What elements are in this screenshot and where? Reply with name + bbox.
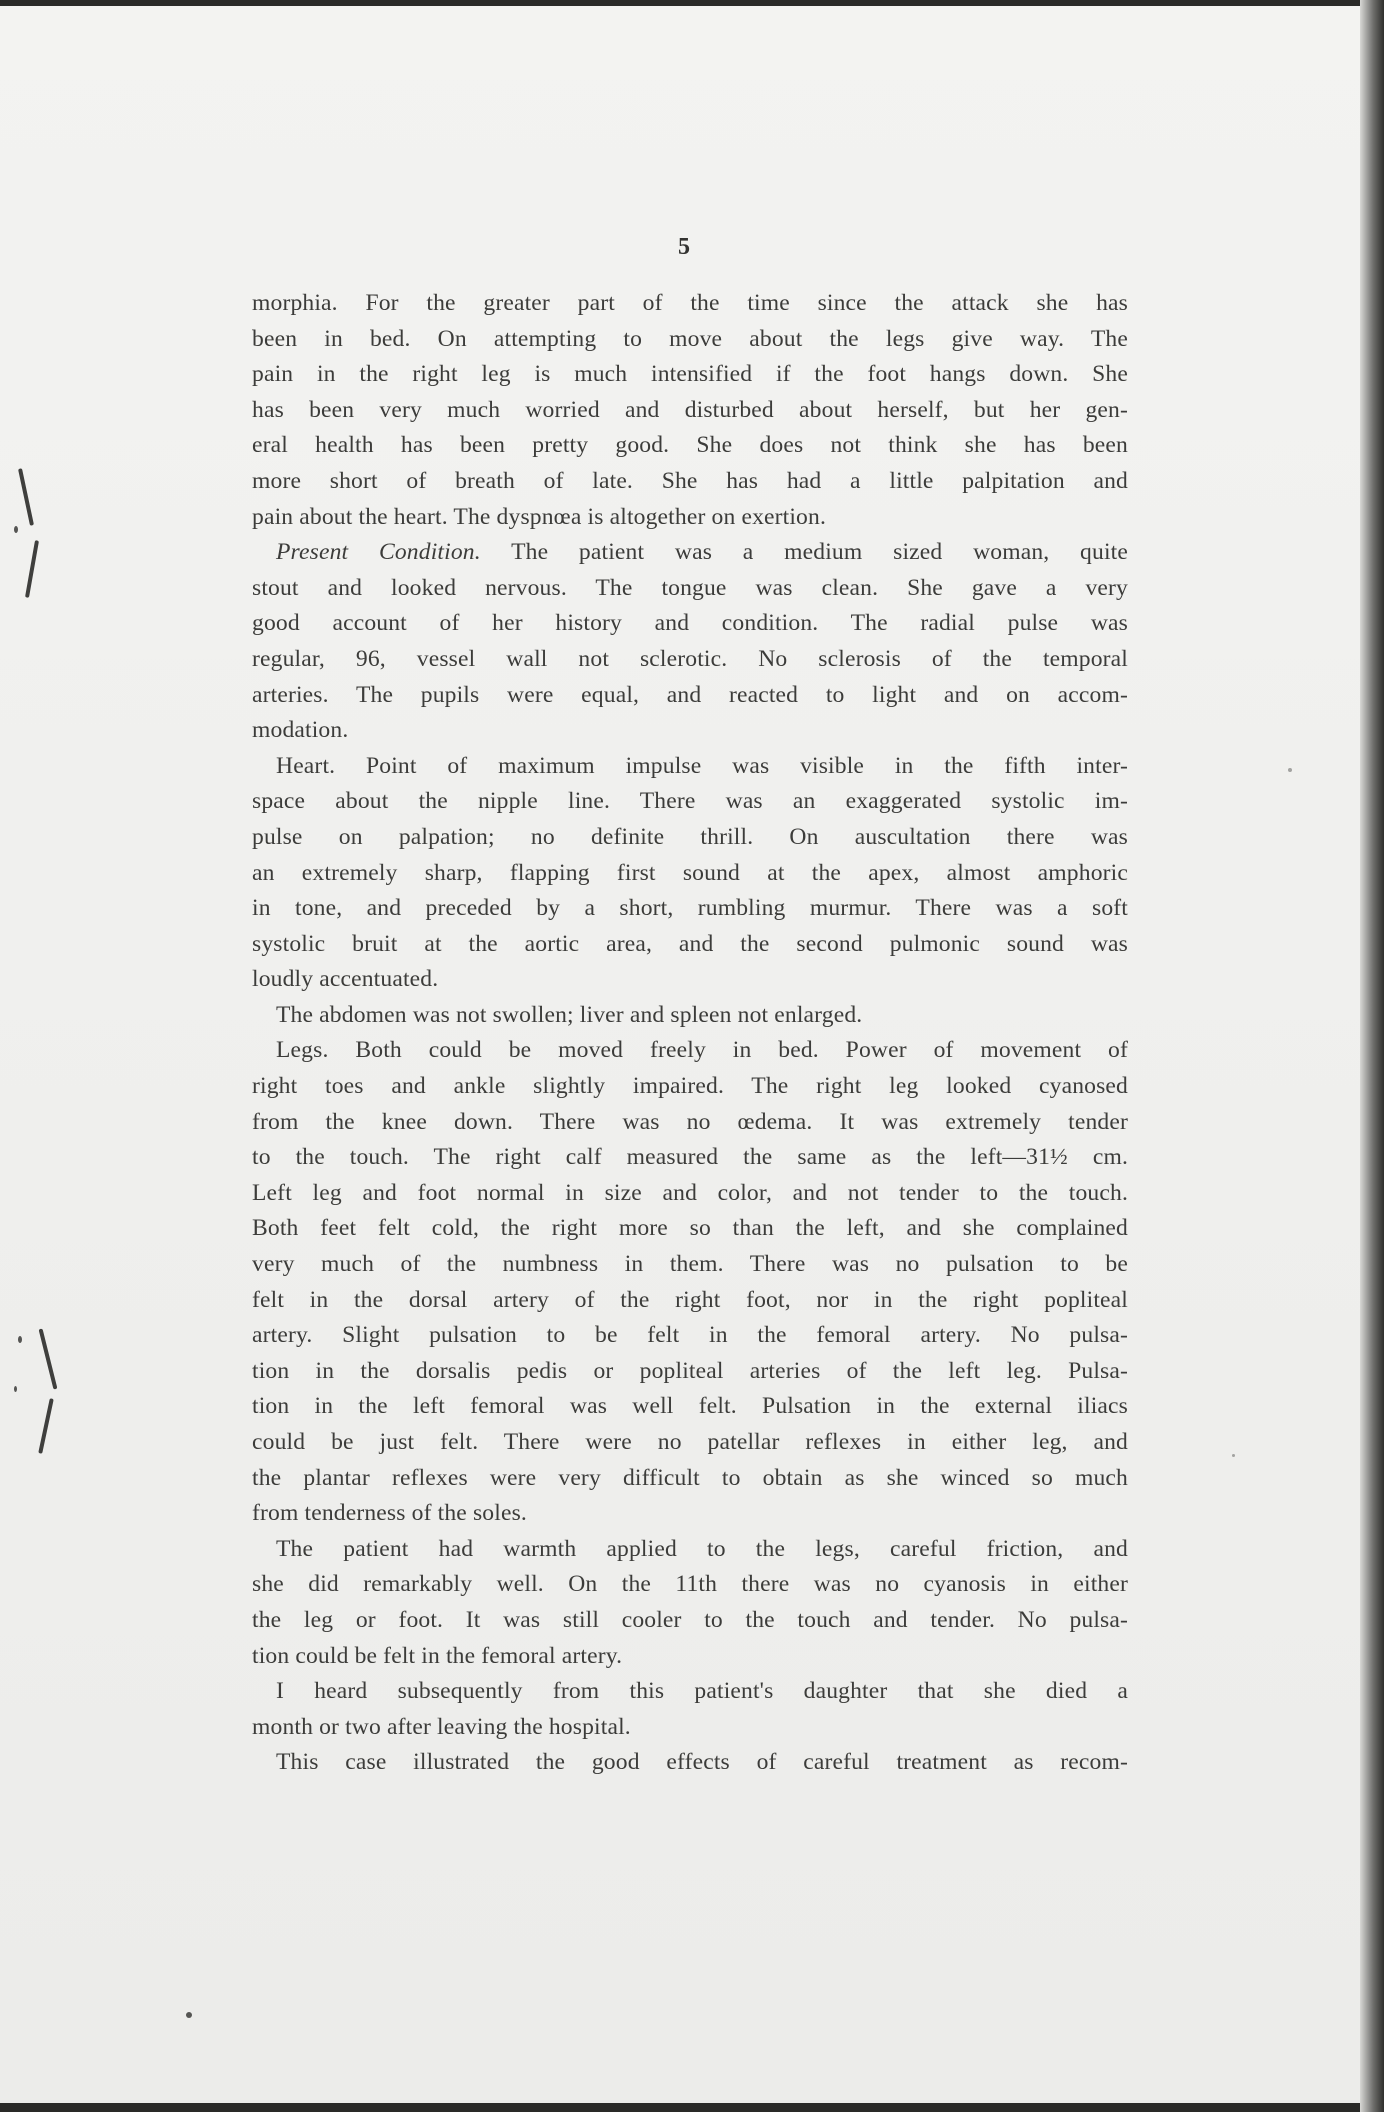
text-line (252, 428, 1128, 464)
line-text: Legs. Both could be moved freely in bed. Power of movement of (276, 1037, 1128, 1064)
text-line (252, 286, 1128, 322)
text-line (252, 1247, 1128, 1283)
text-line (252, 962, 1128, 998)
line-text: more short of breath of late. She has had a little palpitation and (252, 467, 1128, 494)
text-line (252, 749, 1128, 785)
text-line (252, 357, 1128, 393)
text-line (252, 1389, 1128, 1425)
line-text: morphia. For the greater part of the time since the attack she has (252, 290, 1128, 316)
line-text: loudly accentuated. (252, 966, 439, 993)
text-line (252, 393, 1128, 429)
text-line (252, 891, 1128, 927)
line-text: stout and looked nervous. The tongue was clean. She gave a very (252, 574, 1128, 601)
text-line (252, 606, 1128, 642)
text-line (252, 1283, 1128, 1319)
text-line (252, 820, 1128, 856)
text-line (252, 642, 1128, 678)
text-line (252, 678, 1128, 714)
text-line (252, 927, 1128, 963)
text-line (252, 1176, 1128, 1212)
line-text: This case illustrated the good effects of careful treatment as recom- (276, 1749, 1128, 1776)
line-text: modation. (252, 717, 349, 744)
line-text: Left leg and foot normal in size and color, and not tender to the touch. (252, 1179, 1128, 1206)
binding-mark (25, 540, 39, 598)
text-line (252, 1211, 1128, 1247)
text-line (252, 1069, 1128, 1105)
line-text: the leg or foot. It was still cooler to the touch and tender. No pulsa- (252, 1606, 1128, 1633)
line-text: right toes and ankle slightly impaired. The right leg looked cyanosed (252, 1073, 1128, 1100)
line-text: from tenderness of the soles. (252, 1500, 527, 1527)
book-page (0, 6, 1360, 2103)
line-text: from the knee down. There was no œdema. It was extremely tender (252, 1108, 1128, 1135)
line-text: to the touch. The right calf measured the same as the left—31½ cm. (252, 1144, 1128, 1171)
line-text: The patient was a medium sized woman, quite (480, 539, 1128, 566)
text-line (252, 535, 1128, 571)
section-heading: Present Condition. (276, 539, 481, 566)
text-line (252, 713, 1128, 749)
speck (186, 2012, 192, 2018)
text-line (252, 1496, 1128, 1532)
text-line (252, 784, 1128, 820)
line-text: The patient had warmth applied to the legs, careful friction, and (276, 1535, 1128, 1562)
line-text: eral health has been pretty good. She does not think she has been (252, 432, 1128, 459)
page-edge (1360, 0, 1384, 2112)
line-text: tion in the left femoral was well felt. Pulsation in the external iliacs (252, 1393, 1128, 1420)
text-line (252, 856, 1128, 892)
line-text: felt in the dorsal artery of the right foot, nor in the right popliteal (252, 1286, 1128, 1313)
line-text: she did remarkably well. On the 11th there was no cyanosis in either (252, 1571, 1128, 1598)
text-line (252, 998, 1128, 1034)
line-text: good account of her history and condition. The radial pulse was (252, 610, 1128, 637)
text-line (252, 322, 1128, 358)
text-line (252, 1674, 1128, 1710)
text-line (252, 1639, 1128, 1675)
text-line (252, 1033, 1128, 1069)
text-line (252, 1425, 1128, 1461)
speck (14, 526, 18, 533)
speck (18, 1336, 22, 1343)
line-text: systolic bruit at the aortic area, and the second pulmonic sound was (252, 930, 1128, 957)
binding-mark (18, 468, 34, 526)
text-line (252, 571, 1128, 607)
line-text: been in bed. On attempting to move about the legs give way. The (252, 325, 1128, 352)
text-line (252, 500, 1128, 536)
line-text: I heard subsequently from this patient's daughter that she died a (276, 1678, 1128, 1705)
text-line (252, 1603, 1128, 1639)
line-text: The abdomen was not swollen; liver and spleen not enlarged. (276, 1001, 863, 1028)
line-text: month or two after leaving the hospital. (252, 1713, 631, 1740)
binding-mark (39, 1328, 58, 1389)
page-number: 5 (678, 234, 690, 260)
text-line (252, 1140, 1128, 1176)
text-line (252, 1710, 1128, 1746)
text-line (252, 464, 1128, 500)
line-text: pulse on palpation; no definite thrill. On auscultation there was (252, 823, 1128, 850)
line-text: space about the nipple line. There was an exaggerated systolic im- (252, 788, 1128, 815)
line-text: has been very much worried and disturbed about herself, but her gen- (252, 396, 1128, 423)
text-line (252, 1354, 1128, 1390)
line-text: artery. Slight pulsation to be felt in the femoral artery. No pulsa- (252, 1322, 1128, 1349)
line-text: pain in the right leg is much intensified if the foot hangs down. She (252, 361, 1128, 388)
line-text: could be just felt. There were no patellar reflexes in either leg, and (252, 1429, 1128, 1455)
text-line (252, 1105, 1128, 1141)
line-text: tion in the dorsalis pedis or popliteal arteries of the left leg. Pulsa- (252, 1357, 1128, 1384)
text-line (252, 1318, 1128, 1354)
line-text: very much of the numbness in them. There was no pulsation to be (252, 1251, 1128, 1278)
speck (1288, 768, 1292, 772)
text-line (252, 1532, 1128, 1568)
line-text: the plantar reflexes were very difficult to obtain as she winced so much (252, 1464, 1128, 1491)
speck (14, 1386, 17, 1392)
text-line (252, 1461, 1128, 1497)
line-text: pain about the heart. The dyspnœa is altogether on exertion. (252, 503, 826, 530)
line-text: regular, 96, vessel wall not sclerotic. No sclerosis of the temporal (252, 645, 1128, 672)
line-text: in tone, and preceded by a short, rumbling murmur. There was a soft (252, 895, 1128, 922)
line-text: tion could be felt in the femoral artery. (252, 1642, 623, 1669)
line-text: arteries. The pupils were equal, and reacted to light and on accom- (252, 681, 1128, 708)
line-text: an extremely sharp, flapping first sound at the apex, almost amphoric (252, 859, 1128, 886)
line-text: Both feet felt cold, the right more so than the left, and she complained (252, 1215, 1128, 1242)
speck (1232, 1454, 1235, 1457)
binding-mark (38, 1398, 54, 1454)
text-line (252, 1567, 1128, 1603)
line-text: Heart. Point of maximum impulse was visible in the fifth inter- (276, 752, 1128, 779)
body-text (252, 286, 1128, 1781)
text-line (252, 1745, 1128, 1781)
